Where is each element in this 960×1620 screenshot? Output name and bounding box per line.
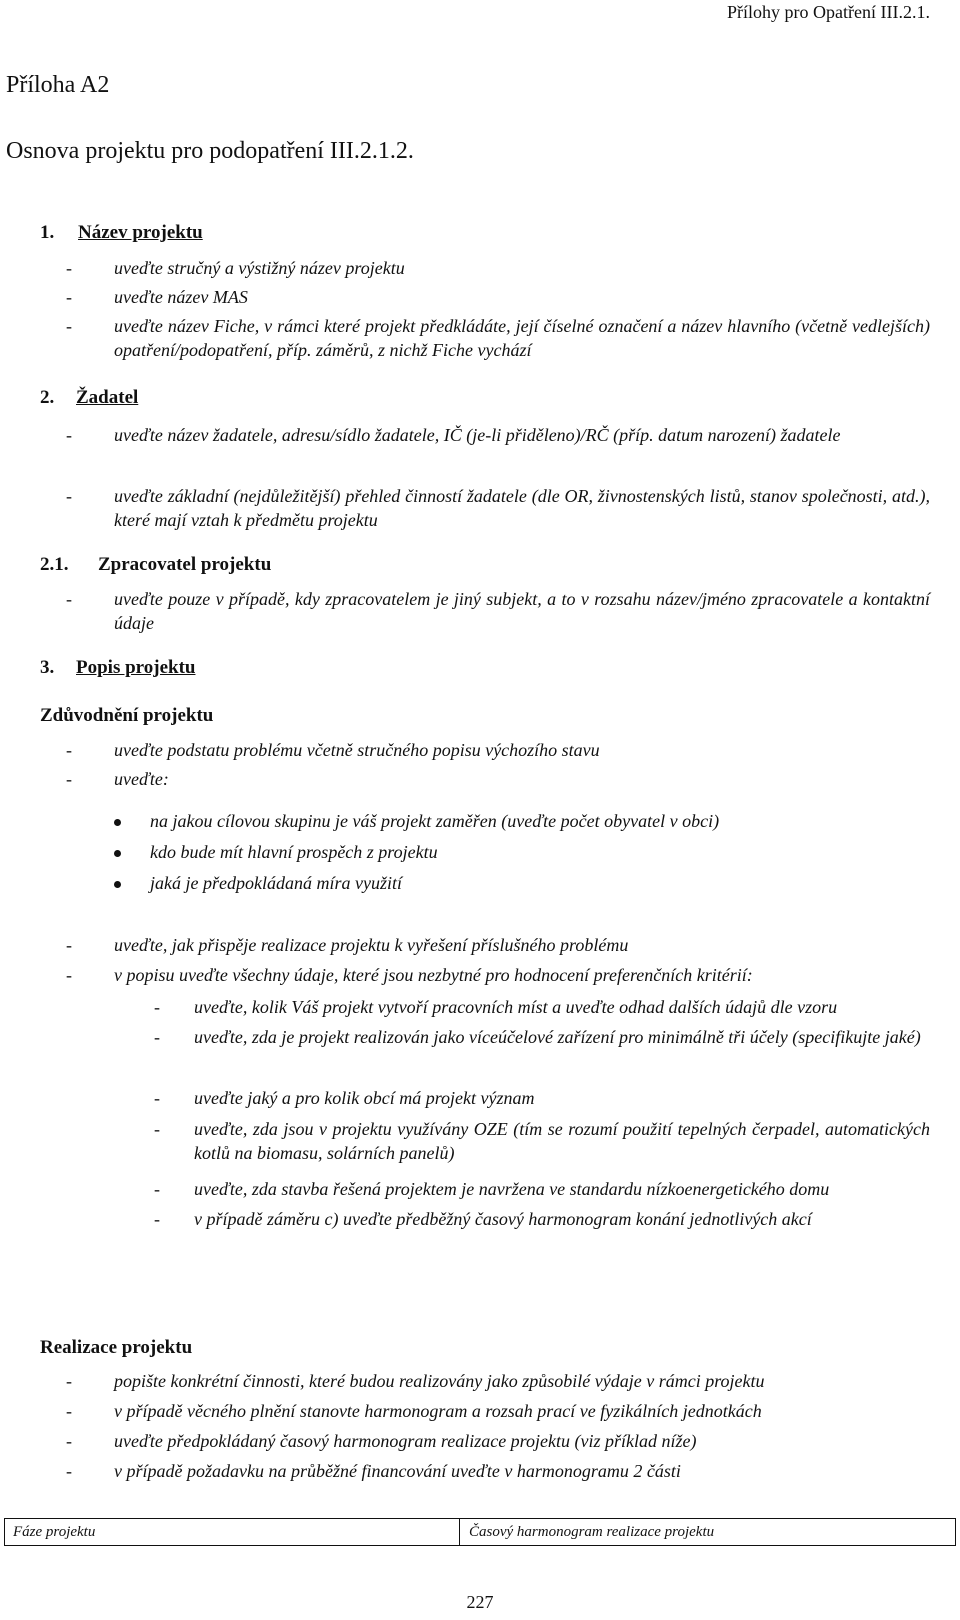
- table-header-cell: Fáze projektu: [13, 1524, 96, 1540]
- section-1-title: Název projektu: [78, 222, 203, 243]
- subsection-title: Zdůvodnění projektu: [40, 705, 214, 726]
- page-number: 227: [466, 1592, 494, 1612]
- list-item: - uveďte:: [66, 769, 169, 789]
- section-2-number: 2.: [40, 387, 55, 408]
- bullet-item: na jakou cílovou skupinu je váš projekt zaměřen (uveďte počet obyvatel v obci): [114, 811, 914, 837]
- bullet-item: kdo bude mít hlavní prospěch z projektu: [114, 842, 914, 868]
- section-1-number: 1.: [40, 222, 55, 243]
- bullet-icon: [114, 881, 121, 888]
- table-divider: [459, 1519, 460, 1545]
- list-item: - uveďte stručný a výstižný název projektu: [66, 258, 405, 278]
- sub-list-item: - v případě záměru c) uveďte předběžný časový harmonogram konání jednotlivých akcí: [154, 1209, 812, 1229]
- sub-list-item: - uveďte, zda je projekt realizován jako víceúčelové zařízení pro minimálně tři účely (specifikujte jaké): [154, 1027, 921, 1047]
- list-item: - uveďte název Fiche, v rámci které projekt předkládáte, její číselné označení a název hlavního (včetně vedlejších) opatření/podopatření, příp. záměrů, z nichž Fiche vychází: [66, 316, 930, 360]
- running-header: Přílohy pro Opatření III.2.1.: [727, 2, 930, 22]
- list-item: - uveďte předpokládaný časový harmonogram realizace projektu (viz příklad níže): [66, 1431, 697, 1451]
- section-2-title: Žadatel: [76, 387, 139, 408]
- sub-list-item: - uveďte, kolik Váš projekt vytvoří pracovních míst a uveďte odhad dalších údajů dle vzoru: [154, 997, 838, 1017]
- bullet-icon: [114, 850, 121, 857]
- list-item: - popište konkrétní činnosti, které budou realizovány jako způsobilé výdaje v rámci projektu: [66, 1371, 765, 1391]
- document-title: Osnova projektu pro podopatření III.2.1.2.: [6, 138, 414, 164]
- phase-table-header: [4, 1518, 956, 1546]
- bullet-icon: [114, 819, 121, 826]
- bullet-item: jaká je předpokládaná míra využití: [114, 873, 914, 899]
- section-3-number: 3.: [40, 657, 55, 678]
- sub-list-item: - uveďte, zda jsou v projektu využívány OZE (tím se rozumí použití tepelných čerpadel, automatických kotlů na biomasu, solárních panelů): [154, 1119, 930, 1163]
- section-2-1-title: Zpracovatel projektu: [98, 554, 272, 575]
- list-item: - uveďte základní (nejdůležitější) přehled činností žadatele (dle OR, živnostenských listů, stanov společnosti, atd.), které mají vztah k předmětu projektu: [66, 486, 930, 530]
- list-item: - uveďte název MAS: [66, 287, 248, 307]
- section-3-title: Popis projektu: [76, 657, 196, 678]
- list-item: - uveďte podstatu problému včetně stručného popisu výchozího stavu: [66, 740, 600, 760]
- sub-list-item: - uveďte jaký a pro kolik obcí má projekt význam: [154, 1088, 535, 1108]
- annex-title: Příloha A2: [6, 72, 110, 98]
- list-item: - v případě věcného plnění stanovte harmonogram a rozsah prací ve fyzikálních jednotkách: [66, 1401, 762, 1421]
- sub-list-item: - uveďte, zda stavba řešená projektem je navržena ve standardu nízkoenergetického domu: [154, 1179, 830, 1199]
- subsection-title: Realizace projektu: [40, 1337, 193, 1358]
- section-2-1-number: 2.1.: [40, 554, 69, 575]
- list-item: - uveďte název žadatele, adresu/sídlo žadatele, IČ (je-li přiděleno)/RČ (příp. datum narození) žadatele: [66, 425, 841, 445]
- list-item: - v popisu uveďte všechny údaje, které jsou nezbytné pro hodnocení preferenčních kritérií:: [66, 965, 753, 985]
- list-item: - uveďte, jak přispěje realizace projektu k vyřešení příslušného problému: [66, 935, 629, 955]
- list-item: - uveďte pouze v případě, kdy zpracovatelem je jiný subjekt, a to v rozsahu název/jméno zpracovatele a kontaktní údaje: [66, 589, 930, 633]
- table-header-cell: Časový harmonogram realizace projektu: [469, 1524, 715, 1540]
- list-item: - v případě požadavku na průběžné financování uveďte v harmonogramu 2 části: [66, 1461, 681, 1481]
